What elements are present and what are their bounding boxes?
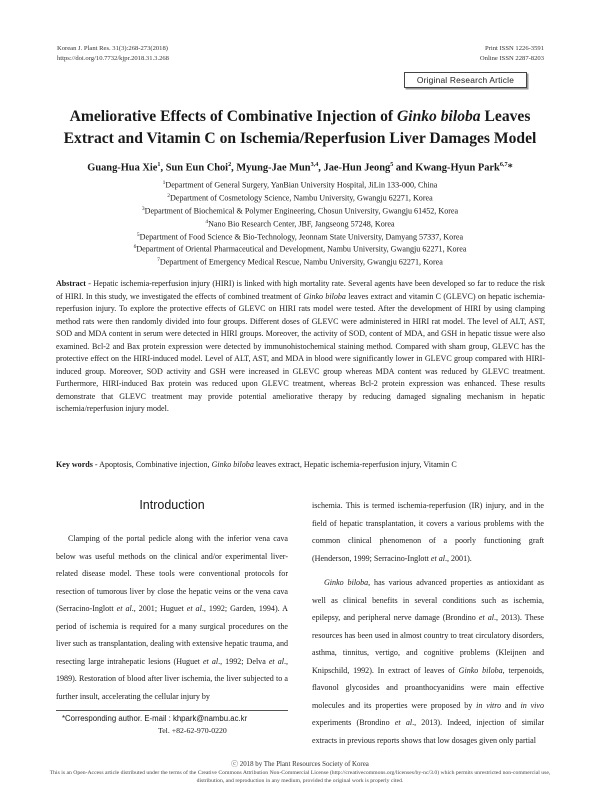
paragraph: ischemia. This is termed ischemia-reperfusion (IR) injury, and in the field of hepatic transplantation, it covers a various problems with the common clinical phenomenon of a poorly functioning graft (Henderson, 1999; Serracino-Inglott et al., 2001).: [312, 501, 544, 563]
author-list: Guang-Hua Xie$^1$, Sun Eun Choi$^2$, Myung-Jae Mun$^{3,4}$, Jae-Hun Jeong$^5$ and Kwang-Hyun Park$^{6,7}$*: [87, 161, 513, 174]
author: Guang-Hua Xie: [87, 162, 158, 174]
intro-column-right: [312, 497, 544, 749]
section-heading-introduction: Introduction: [139, 498, 205, 512]
title-species: Ginko biloba: [396, 108, 481, 125]
author-corresponding: Kwang-Hyun Park: [415, 162, 500, 174]
corresponding-email: *Corresponding author. E-mail : khpark@nambu.ac.kr: [62, 714, 248, 723]
species-name: Ginko biloba: [303, 291, 346, 301]
affiliation: $^4$Nano Bio Research Center, JBF, Jangseong 57248, Korea: [205, 218, 395, 229]
corresponding-author-note: [62, 713, 247, 737]
paper-title: [30, 106, 570, 150]
author: Myung-Jae Mun: [236, 162, 311, 174]
affiliation: $^6$Department of Oriental Pharmaceutical and Development, Nambu University, Gwangju 62271, Korea: [133, 244, 467, 255]
abstract-label: Abstract: [56, 279, 86, 288]
affiliation: $^5$Department of Food Science & Bio-Technology, Jeonnam State University, Damyang 57337, Korea: [136, 231, 464, 242]
paragraph: Ginko biloba, has various advanced properties as antioxidant as well as clinical benefits in several conditions such as ischemia, epilepsy, and peripheral nerve damage (Brondino et al., 2013). These resources has been used in almost country to treat circulatory disorders, asthma, tinnitus, vertigo, and cognitive problems (Kleijnen and Knipschild, 1992). In extract of leaves of Ginko biloba, terpenoids, flavonol glycosides and proanthocyanidins were main effective molecules and its properties were proposed by in vitro and in vivo experiments (Brondino et al., 2013). Indeed, injection of similar extracts in previous reports shows that low dosages given only partial: [312, 578, 544, 745]
abstract: Abstract - Hepatic ischemia-reperfusion injury (HIRI) is linked with high mortality rate. Several agents have been developed so far to reduce the risk of HIRI. In this study, we investigated the effects of combined treatment of Ginko biloba leaves extract and vitamin C (GLEVC) on hepatic ischemia-reperfusion injury. To explore the protective effects of GLEVC on HIRI rats model were tested. After the development of HIRI by using clamping method rats were then randomly divided into four groups. Different doses of GLEVC were administered in HIRI rat model. The level of ALT, AST, SOD and MDA content in serum were detected in HIRI groups. Moreover, the activity of SOD, content of MDA, and GSH in hepatic tissue were also examined. Bcl-2 and Bax protein expression were detected by immunohistochemical staining method. Compared with sham group, GLEVC has the protective effect on the HIRI-induced model. Level of ALT, AST, and MDA in blood were significantly lower in GLEVC group compared with HIRI-induced group. Moreover, SOD activity and GSH were increased in GLEVC group whereas MDA content was reduced by GLEVC treatment. Furthermore, HIRI-induced Bax protein was reduced upon GLEVC treatment, whereas Bcl-2 protein expression was enhanced. These results demonstrate that GLEVC treatment may provide potential ameliorative therapy by reducing damaged signaling mechanism in hepatic ischemia/reperfusion injury model.: [56, 279, 545, 413]
license-text: This is an Open-Access article distributed under the terms of the Creative Commons Attribution Non-Commercial License (http://creativecommons.org/licenses/by-nc/3.0) which permits unrestricted non-commercial use, distribution, and reproduction in any medium, provided the original work is properly cited.: [49, 770, 551, 784]
affiliation: $^1$Department of General Surgery, YanBian University Hospital, JiLin 133-000, China: [162, 180, 438, 190]
corresponding-phone: Tel. +82-62-970-0220: [158, 726, 227, 735]
journal-citation: Korean J. Plant Res. 31(3):268-273(2018): [57, 45, 168, 52]
corresponding-mark: *: [507, 162, 513, 174]
title-line-2: Extract and Vitamin C on Ischemia/Reperfusion Liver Damages Model: [63, 130, 537, 147]
title-line-1: Ameliorative Effects of Combinative Injection of Ginko biloba Leaves: [69, 108, 531, 125]
doi-link[interactable]: https://doi.org/10.7732/kjpr.2018.31.3.268: [57, 54, 169, 62]
species-name: Ginko biloba: [458, 665, 503, 675]
paragraph: Clamping of the portal pedicle along with the inferior vena cava below was useful methods on the clinical and/or experimental liver-related disease model. These tools were conventional protocols for resection of tumorous liver by close the hepatic veins or the vena cava (Serracino-Inglott et al., 2001; Huguet et al., 1992; Garden, 1994). A period of ischemia is required for a many surgical procedures on the liver such as transplantation, dealing with extensive hepatic trauma, and resecting large intrahepatic lesions (Huguet et al., 1992; Delva et al., 1989). Restoration of blood after liver ischemia, the liver subjected to a further insult, accelerating the cellular injury by: [56, 534, 288, 701]
keywords-label: Key words: [56, 460, 93, 469]
affiliation: $^7$Department of Emergency Medical Rescue, Nambu University, Gwangju 62271, Korea: [157, 257, 443, 268]
issn-block: [480, 44, 544, 63]
keywords: Key words - Apoptosis, Combinative injection, Ginko biloba leaves extract, Hepatic ischemia-reperfusion injury, Vitamin C: [56, 460, 457, 469]
journal-header: [57, 44, 169, 63]
copyright-notice: ⓒ 2018 by The Plant Resources Society of Korea: [231, 761, 369, 768]
affiliation: $^3$Department of Biochemical & Polymer Engineering, Chosun University, Gwangju 61452, Korea: [141, 205, 459, 216]
online-issn: Online ISSN 2287-8203: [479, 54, 544, 62]
affiliation-list: [30, 178, 570, 268]
species-name: Ginko biloba: [324, 578, 369, 587]
footnote-divider: [56, 710, 288, 711]
species-name: Ginko biloba: [211, 460, 254, 469]
affiliation: $^2$Department of Cosmetology Science, Nambu University, Gwangju 62271, Korea: [167, 192, 433, 203]
author: Sun Eun Choi: [165, 162, 229, 174]
print-issn: Print ISSN 1226-3591: [485, 45, 544, 52]
intro-column-left: [56, 530, 288, 705]
author: Jae-Hun Jeong: [323, 162, 391, 174]
article-type-badge: Original Research Article: [404, 72, 527, 88]
